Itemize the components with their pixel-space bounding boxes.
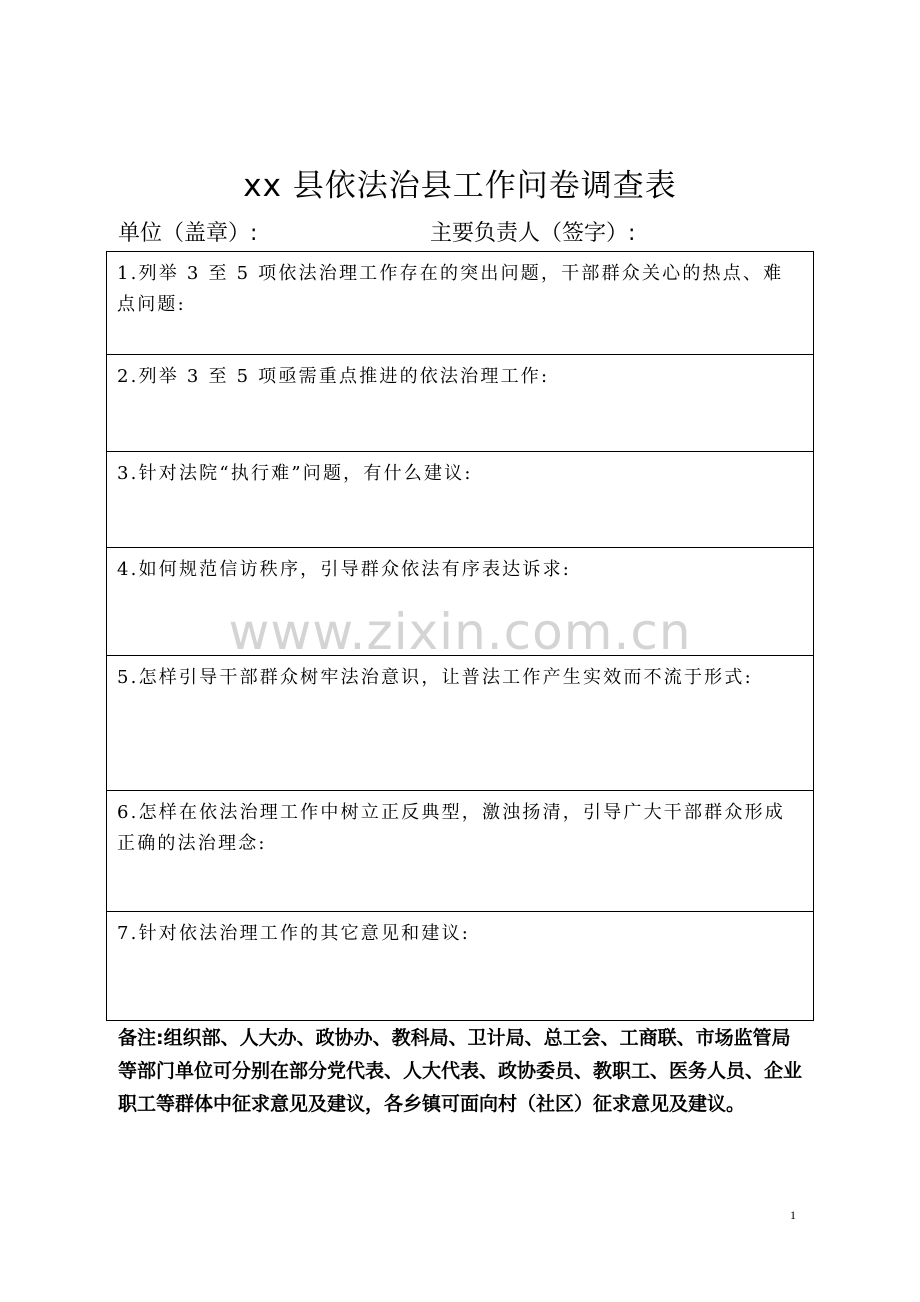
page-number: 1	[790, 1208, 796, 1222]
question-3: 3.针对法院“执行难”问题，有什么建议:	[107, 452, 813, 548]
remarks-note: 备注:组织部、人大办、政协办、教科局、卫计局、总工会、工商联、市场监管局等部门单位可分别在部分党代表、人大代表、政协委员、教职工、医务人员、企业职工等群体中征求意见及建议，各乡镇可面向村（社区）征求意见及建议。	[118, 1027, 803, 1115]
unit-seal-label: 单位（盖章）:	[118, 221, 258, 246]
questionnaire-table	[106, 251, 814, 1021]
question-1: 1.列举 3 至 5 项依法治理工作存在的突出问题，干部群众关心的热点、难点问题:	[107, 252, 813, 355]
question-5: 5.怎样引导干部群众树牢法治意识，让普法工作产生实效而不流于形式:	[107, 656, 813, 791]
watermark: www.zixin.com.cn	[228, 603, 692, 661]
question-7: 7.针对依法治理工作的其它意见和建议:	[117, 923, 471, 944]
question-6: 6.怎样在依法治理工作中树立正反典型，激浊扬清，引导广大干部群众形成正确的法治理念:	[107, 791, 813, 912]
responsible-person-signature-label: 主要负责人（签字）:	[430, 221, 636, 246]
question-2: 2.列举 3 至 5 项亟需重点推进的依法治理工作:	[107, 355, 813, 452]
question-4: 4.如何规范信访秩序，引导群众依法有序表达诉求:	[107, 548, 813, 656]
page-title: xx 县依法治县工作问卷调查表	[243, 168, 677, 204]
